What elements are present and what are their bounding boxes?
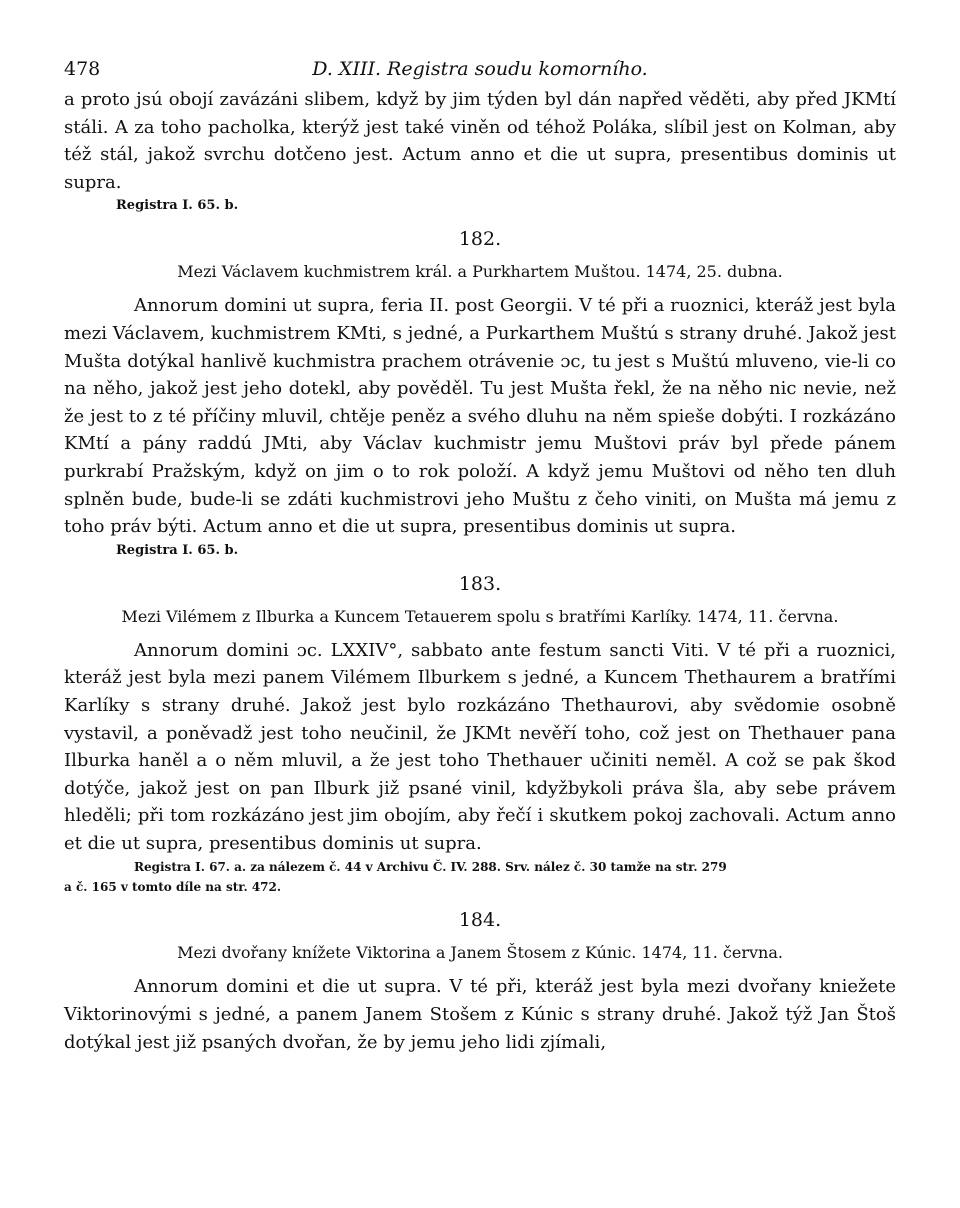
entry-number: 183.: [458, 572, 502, 595]
entry-registry-note: Registra I. 65. b.: [116, 542, 239, 558]
entry-registry-note: Registra I. 67. a. za nálezem č. 44 v Archivu Č. IV. 288. Srv. nález č. 30 tamže na str. 279: [134, 860, 727, 875]
document-page: [64, 52, 896, 1056]
running-title: D. XIII. Registra soudu komorního.: [312, 58, 648, 80]
entry-text: Annorum domini ut supra, feria II. post Georgii. V té při a ruoznici, kteráž jest byla mezi Václavem, kuchmistrem KMti, s jedné, a Purkarthem Muštú s strany druhé. Jakož jest Mušta dotýkal hanlivě kuchmistra prachem otrávenie ɔc, tu jest s Muštú mluveno, vie-li co na něho, jakož jest jeho dotekl, aby pověděl. Tu jest Mušta řekl, že na něho nic nevie, než že jest to z té příčiny mluvil, chtěje peněz a svého dluhu na něm spieše dobýti. I rozkázáno KMtí a pány raddú JMti, aby Václav kuchmistr jemu Muštovi práv byl přede pánem purkrabí Pražským, když on jim o to rok položí. A když jemu Muštovi od něho ten dluh splněn bude, bude-li se zdáti kuchmistrovi jeho Muštu z čeho viniti, on Mušta má jemu z toho práv býti. Actum anno et die ut supra, presentibus dominis ut supra.: [64, 295, 896, 538]
page-number: 478: [64, 58, 101, 80]
entry-number: 184.: [458, 909, 502, 932]
intro-paragraph: a proto jsú obojí zavázáni slibem, když by jim týden byl dán napřed věděti, aby před JKMtí stáli. A za toho pacholka, kterýž jest také viněn od téhož Poláka, slíbil jest on Kolman, aby též stál, jakož svrchu dotčeno jest. Actum anno et die ut supra, presentibus dominis ut supra.: [64, 89, 896, 193]
page-header: [64, 52, 896, 86]
entry-rubric: Mezi Vilémem z Ilburka a Kuncem Tetauerem spolu s bratřími Karlíky. 1474, 11. června.: [121, 606, 839, 626]
intro-registry-note: Registra I. 65. b.: [116, 198, 239, 214]
entry-text: Annorum domini et die ut supra. V té při, kteráž jest byla mezi dvořany kniežete Viktorinovými s jedné, a panem Janem Stošem z Kúnic s strany druhé. Jakož týž Jan Štoš dotýkal jest již psaných dvořan, že by jemu jeho lidi zjímali,: [64, 976, 896, 1053]
entry-number: 182.: [458, 228, 502, 251]
entry-registry-note-continued: a č. 165 v tomto díle na str. 472.: [64, 880, 282, 895]
entry-rubric: Mezi dvořany knížete Viktorina a Janem Štosem z Kúnic. 1474, 11. června.: [177, 943, 783, 963]
entry-text: Annorum domini ɔc. LXXIV°, sabbato ante festum sancti Viti. V té při a ruoznici, kteráž jest byla mezi panem Vilémem Ilburkem s jedné, a Kuncem Thethaurem a bratřími Karlíky s strany druhé. Jakož jest bylo rozkázáno Thethaurovi, aby svědomie osobně vystavil, a poněvadž jest toho neučinil, že JKMt nevěří toho, což jest on Thethauer pana Ilburka haněl a o něm mluvil, a že jest toho Thethauer učiniti neměl. A což se pak škod dotýče, jakož jest on pan Ilburk již psané vinil, kdyžbykoli práva šla, aby sebe právem hleděli; při tom rozkázáno jest jim obojím, aby řečí i skutkem pokoj zachovali. Actum anno et die ut supra, presentibus dominis ut supra.: [64, 639, 896, 854]
entry-rubric: Mezi Václavem kuchmistrem král. a Purkhartem Muštou. 1474, 25. dubna.: [177, 262, 783, 282]
